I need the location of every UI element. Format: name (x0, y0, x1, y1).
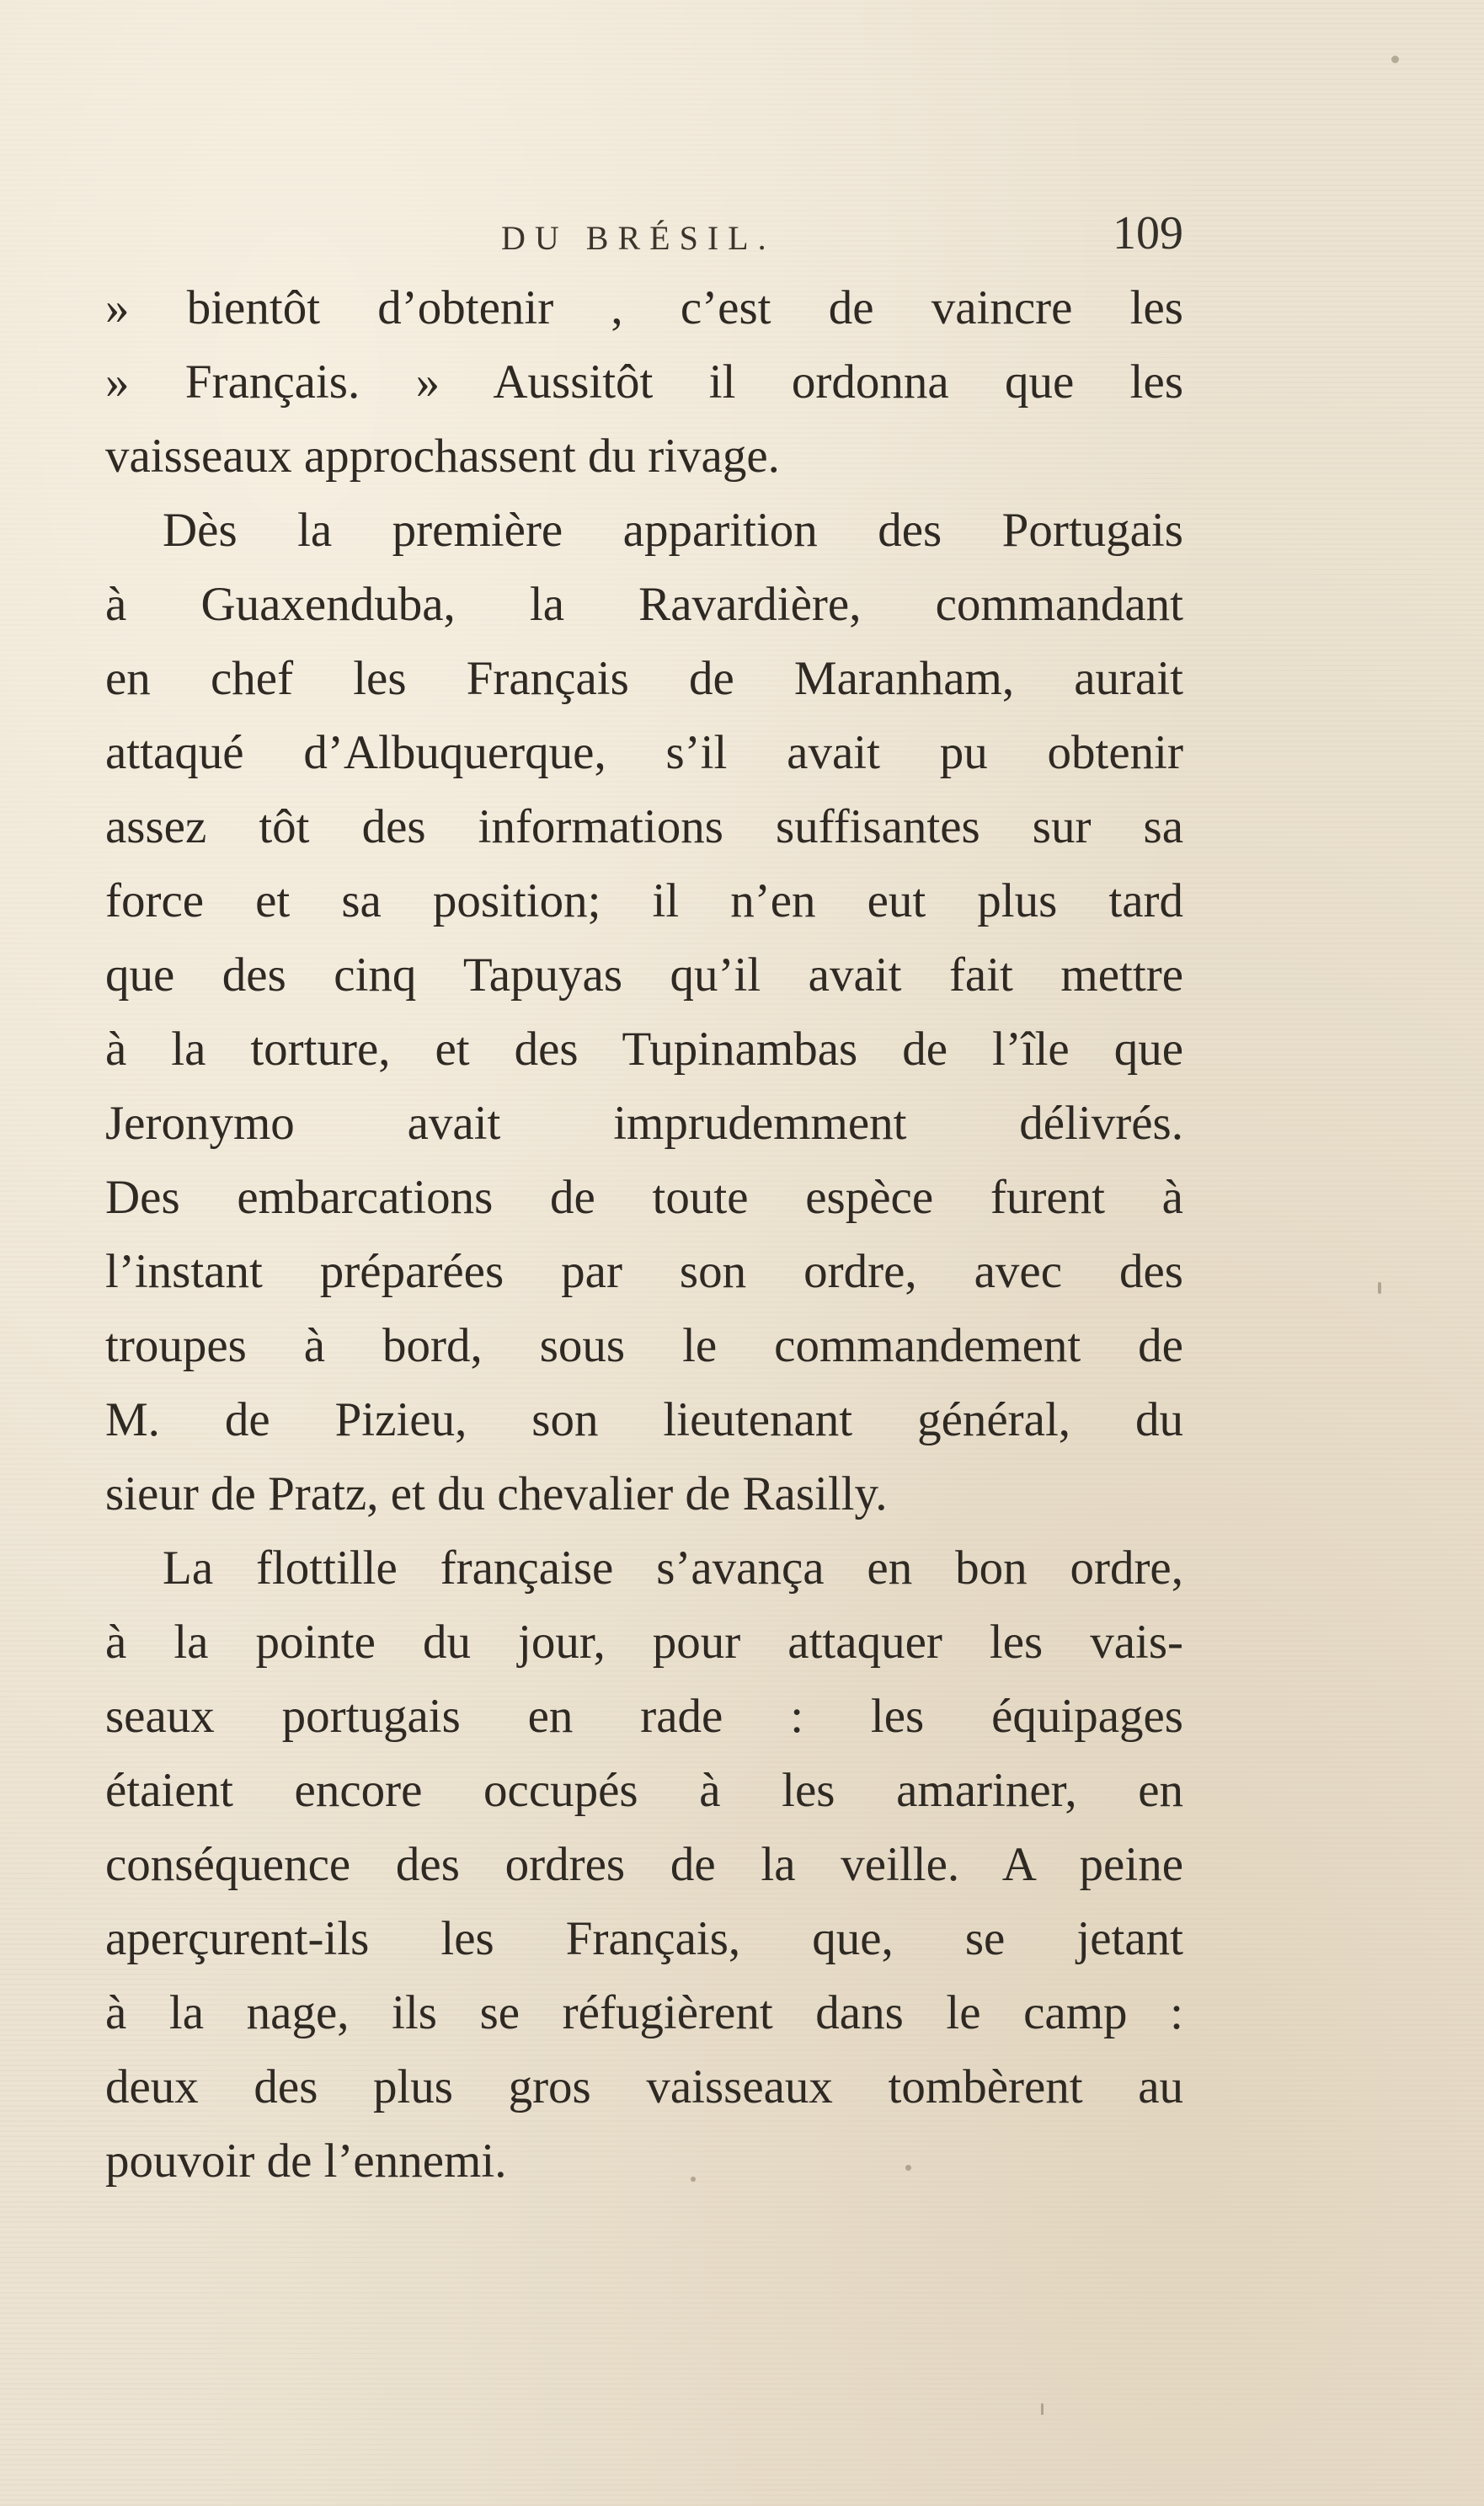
paper-speck (905, 2165, 911, 2171)
page-number: 109 (1113, 207, 1183, 259)
text-line: M. de Pizieu, son lieutenant général, du (105, 1393, 1183, 1446)
running-head: DU BRÉSIL. (501, 219, 776, 257)
text-line: Jeronymo avait imprudemment délivrés. (105, 1097, 1183, 1150)
text-line: vaisseaux approchassent du rivage. (105, 430, 780, 483)
text-line: à la torture, et des Tupinambas de l’île que (105, 1023, 1183, 1076)
paper-speck (1041, 2403, 1044, 2415)
text-line: troupes à bord, sous le commandement de (105, 1319, 1183, 1372)
paper-speck (1378, 1282, 1381, 1294)
text-line: en chef les Français de Maranham, aurait (105, 652, 1183, 705)
text-line: attaqué d’Albuquerque, s’il avait pu obtenir (105, 726, 1183, 779)
text-line: pouvoir de l’ennemi. (105, 2135, 507, 2188)
text-line: étaient encore occupés à les amariner, en (105, 1764, 1183, 1817)
body-text (105, 271, 1183, 2199)
text-line: assez tôt des informations suffisantes sur sa (105, 800, 1183, 853)
text-line: conséquence des ordres de la veille. A peine (105, 1838, 1183, 1891)
text-line: » bientôt d’obtenir , c’est de vaincre les (105, 281, 1183, 334)
text-line: à la pointe du jour, pour attaquer les vais- (105, 1616, 1183, 1669)
text-line: que des cinq Tapuyas qu’il avait fait mettre (105, 948, 1183, 1002)
text-line: » Français. » Aussitôt il ordonna que les (105, 355, 1183, 409)
text-line: deux des plus gros vaisseaux tombèrent au (105, 2060, 1183, 2113)
text-line: La flottille française s’avança en bon ordre, (163, 1542, 1183, 1595)
text-line: aperçurent-ils les Français, que, se jetant (105, 1912, 1183, 1965)
text-line: l’instant préparées par son ordre, avec des (105, 1245, 1183, 1298)
text-line: à Guaxenduba, la Ravardière, commandant (105, 578, 1183, 631)
paper-speck (691, 2177, 696, 2182)
text-line: Dès la première apparition des Portugais (163, 504, 1183, 557)
page-header (105, 206, 1183, 274)
paper-speck (1391, 56, 1399, 63)
text-line: sieur de Pratz, et du chevalier de Rasilly. (105, 1467, 888, 1520)
text-line: seaux portugais en rade : les équipages (105, 1690, 1183, 1743)
text-line: force et sa position; il n’en eut plus tard (105, 874, 1183, 927)
text-line: à la nage, ils se réfugièrent dans le camp : (105, 1986, 1183, 2039)
text-line: Des embarcations de toute espèce furent à (105, 1171, 1183, 1224)
